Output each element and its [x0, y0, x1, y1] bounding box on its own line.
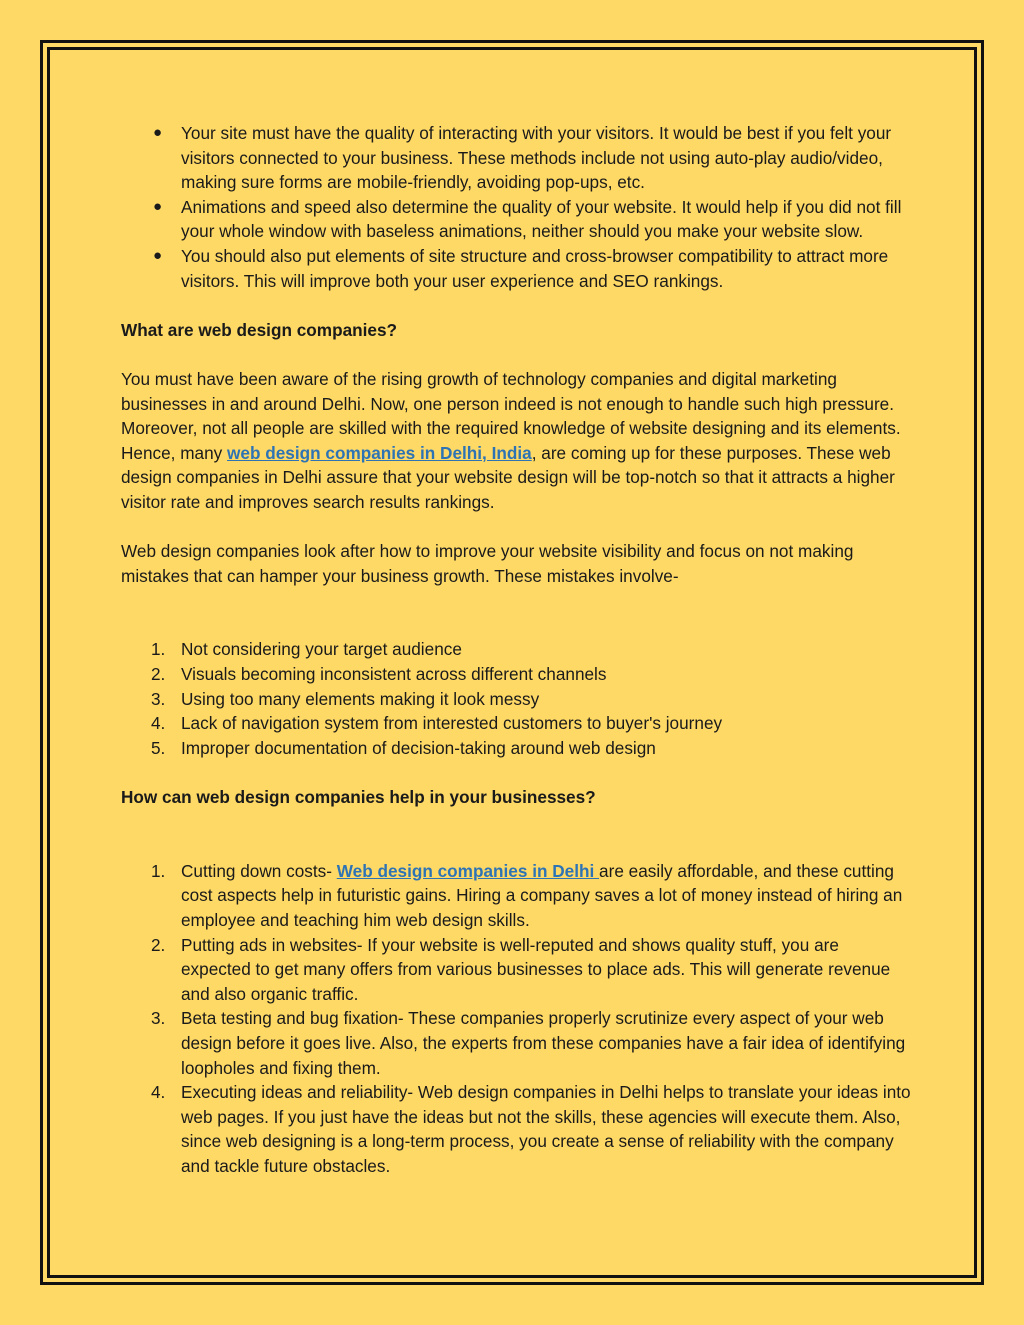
link-web-design-companies-delhi-india[interactable]: web design companies in Delhi, India: [227, 442, 532, 463]
list-item: 3. Using too many elements making it look messy: [151, 688, 540, 709]
list-item: 1. Cutting down costs- Web design companies in Delhi are easily affordable, and these cutting cost aspects help in futuristic gains. Hiring a company saves a lot of money instead of hiring an employee and teaching him web design skills.: [151, 860, 903, 930]
benefits-list: [121, 859, 911, 1179]
list-item: 5. Improper documentation of decision-taking around web design: [151, 737, 656, 758]
list-item: 3. Beta testing and bug fixation- These companies properly scrutinize every aspect of your web design before it goes live. Also, the experts from these companies have a fair idea of identifying loopholes and fixing them.: [151, 1008, 906, 1078]
list-item: ● Your site must have the quality of interacting with your visitors. It would be best if you felt your visitors connected to your business. These methods include not using auto-play audio/video, making sure forms are mobile-friendly, avoiding pop-ups, etc.: [153, 123, 892, 193]
paragraph-growth: You must have been aware of the rising growth of technology companies and digital marketing businesses in and around Delhi. Now, one person indeed is not enough to handle such high pressure. Moreover, not all people are skilled with the required knowledge of website designing and its elements. Hence, many web design companies in Delhi, India, are coming up for these purposes. These web design companies in Delhi assure that your website design will be top-notch so that it attracts a higher visitor rate and improves search results rankings.: [121, 368, 901, 512]
list-item: 2. Putting ads in websites- If your website is well-reputed and shows quality stuff, you are expected to get many offers from various businesses to place ads. This will generate revenue and also organic traffic.: [151, 934, 891, 1004]
section-heading-how: How can web design companies help in your businesses?: [121, 787, 596, 808]
link-web-design-companies-delhi[interactable]: Web design companies in Delhi: [336, 860, 600, 881]
paragraph-mistakes-intro: Web design companies look after how to improve your website visibility and focus on not making mistakes that can hamper your business growth. These mistakes involve-: [121, 541, 854, 586]
list-item: ● Animations and speed also determine the quality of your website. It would help if you did not fill your whole window with baseless animations, neither should you make your website slow.: [153, 196, 902, 242]
mistakes-list: [121, 637, 911, 760]
list-item: 4. Lack of navigation system from interested customers to buyer's journey: [151, 713, 723, 734]
section-heading-what: What are web design companies?: [121, 319, 398, 340]
intro-bullet-list: [121, 121, 911, 293]
document-content: [121, 121, 911, 1179]
list-item: 4. Executing ideas and reliability- Web design companies in Delhi helps to translate your ideas into web pages. If you just have the ideas but not the skills, these agencies will execute them. Also, since web designing is a long-term process, you create a sense of reliability with the company and tackle future obstacles.: [151, 1082, 911, 1176]
bullet-icon: ●: [153, 197, 163, 215]
bullet-icon: ●: [153, 124, 163, 141]
list-item: 2. Visuals becoming inconsistent across different channels: [151, 664, 607, 685]
list-item: ● You should also put elements of site structure and cross-browser compatibility to attract more visitors. This will improve both your user experience and SEO rankings.: [153, 245, 889, 291]
bullet-icon: ●: [153, 246, 163, 264]
list-item: 1. Not considering your target audience: [151, 639, 462, 660]
